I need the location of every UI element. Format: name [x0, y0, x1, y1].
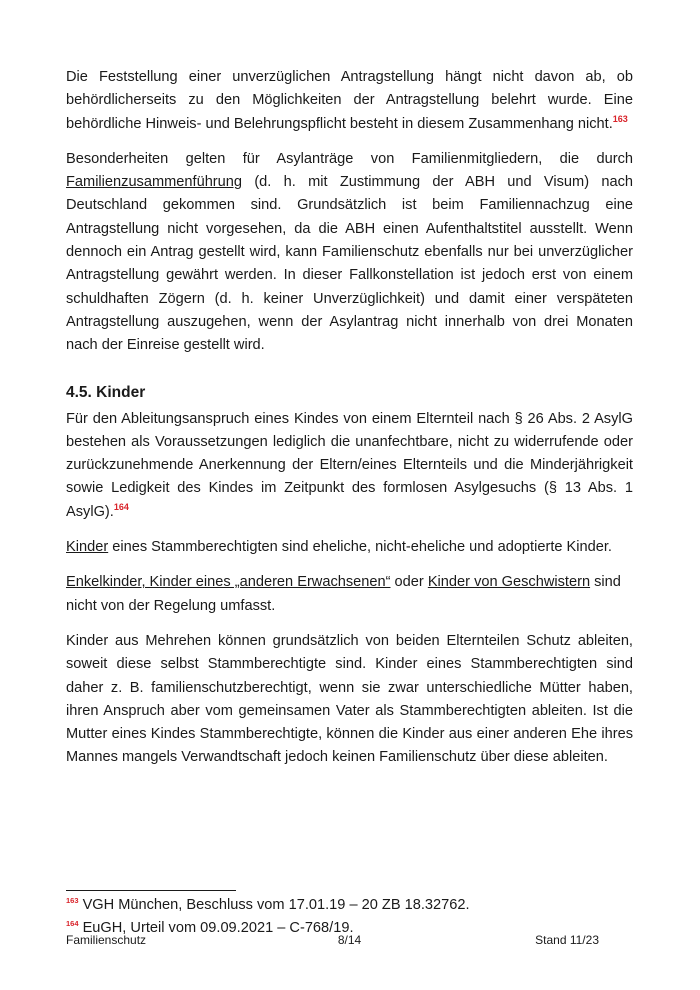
document-body	[66, 66, 633, 782]
link-enkelkinder[interactable]: Enkelkinder, Kinder eines „anderen Erwachsenen“	[66, 574, 391, 591]
paragraph-ableitungsanspruch: Für den Ableitungsanspruch eines Kindes von einem Elternteil nach § 26 Abs. 2 AsylG bestehen als Voraussetzungen lediglich die unanfechtbare, nicht zu widerrufende oder zurückzunehmende Anerkennung der Eltern/eines Elternteils und die Minderjährigkeit sowie Ledigkeit des Kindes im Zeitpunkt des formlosen Asylgesuchs (§ 13 Abs. 1 AsylG).$^{164}$	[66, 410, 633, 520]
footnote-divider	[66, 890, 236, 891]
footnote-number: 164	[66, 919, 79, 929]
paragraph-mehrehen: Kinder aus Mehrehen können grundsätzlich von beiden Elternteilen Schutz ableiten, soweit diese selbst Stammberechtigte sind. Kinder eines Stammberechtigten sind daher z. B. familienschutzberechtigt, wenn sie zwar unterschiedliche Mütter haben, ihren Anspruch aber vom gemeinsamen Vater als Stammberechtigten ableiten. Ist die Mutter eines Kindes Stammberechtigte, können die Kinder aus einer anderen Ehe ihres Mannes mangels Verwandtschaft jedoch keinen Familienschutz über diese ableiten.	[66, 632, 633, 766]
paragraph-kinder-definition: Kinder eines Stammberechtigten sind eheliche, nicht-eheliche und adoptierte Kinder.	[66, 539, 612, 556]
paragraph-enkelkinder: Enkelkinder, Kinder eines „anderen Erwachsenen“ oder Kinder von Geschwistern sind nicht von der Regelung umfasst.	[66, 574, 621, 614]
page-footer	[66, 933, 633, 949]
footer-version: Stand 11/23	[535, 933, 599, 947]
footnote-ref-163[interactable]: 163	[612, 113, 628, 124]
footer-document-title: Familienschutz	[66, 933, 147, 947]
footnote-163: $^{163}$ VGH München, Beschluss vom 17.01.19 – 20 ZB 18.32762.	[66, 896, 470, 913]
footer-page-number: 8/14	[337, 933, 362, 947]
paragraph-unverzueglich: Die Feststellung einer unverzüglichen Antragstellung hängt nicht davon ab, ob behördlicherseits zu den Möglichkeiten der Antragstellung belehrt wurde. Eine behördliche Hinweis- und Belehrungspflicht besteht in diesem Zusammenhang nicht.$^{163}$	[66, 69, 633, 132]
paragraph-familienzusammenfuehrung: Besonderheiten gelten für Asylanträge von Familienmitgliedern, die durch Familienzusammenführung (d. h. mit Zustimmung der ABH und Visum) nach Deutschland gekommen sind. Grundsätzlich ist beim Familiennachzug eine Antragstellung nicht vorgesehen, da die ABH einen Aufenthaltstitel ausstellt. Wenn dennoch ein Antrag gestellt wird, kann Familienschutz ebenfalls nur bei unverzüglicher Antragstellung gewährt werden. In dieser Fallkonstellation ist jedoch erst von einem schuldhaften Zögern (d. h. keiner Unverzüglichkeit) und damit einer verspäteten Antragstellung auszugehen, wenn der Asylantrag nicht innerhalb von drei Monaten nach der Einreise gestellt wird.	[66, 150, 633, 354]
footnote-number: 163	[66, 896, 79, 906]
footnote-ref-164[interactable]: 164	[113, 501, 129, 512]
link-kinder-von-geschwistern[interactable]: Kinder von Geschwistern	[427, 574, 591, 591]
link-familienzusammenfuehrung[interactable]: Familienzusammenführung	[66, 174, 243, 191]
link-kinder[interactable]: Kinder	[66, 539, 109, 556]
section-heading-kinder: 4.5. Kinder	[66, 383, 146, 401]
footnote-164: $^{164}$ EuGH, Urteil vom 09.09.2021 – C-768/19.	[66, 919, 354, 937]
